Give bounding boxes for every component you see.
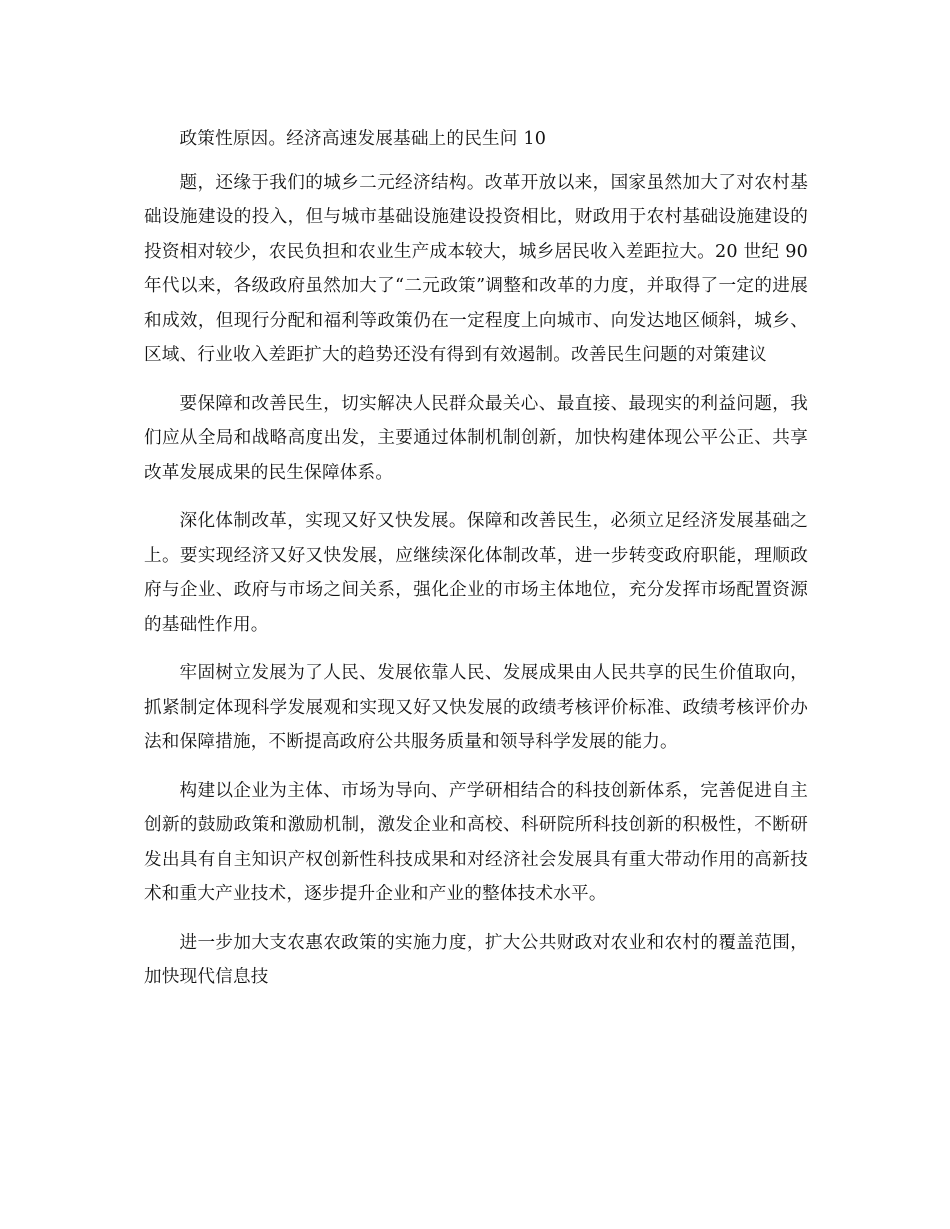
document-page xyxy=(144,122,808,1009)
paragraph-6: 构建以企业为主体、市场为导向、产学研相结合的科技创新体系，完善促进自主创新的鼓励政策和激励机制，激发企业和高校、科研院所科技创新的积极性，不断研发出具有自主知识产权创新性科技成果和对经济社会发展具有重大带动作用的高新技术和重大产业技术，逐步提升企业和产业的整体技术水平。 xyxy=(144,780,808,904)
paragraph-7: 进一步加大支农惠农政策的实施力度，扩大公共财政对农业和农村的覆盖范围，加快现代信息技 xyxy=(144,932,808,987)
paragraph-4: 深化体制改革，实现又好又快发展。保障和改善民生，必须立足经济发展基础之上。要实现经济又好又快发展，应继续深化体制改革，进一步转变政府职能，理顺政府与企业、政府与市场之间关系，强化企业的市场主体地位，充分发挥市场配置资源的基础性作用。 xyxy=(144,511,808,635)
paragraph-1: 政策性原因。经济高速发展基础上的民生问 10 xyxy=(179,129,547,149)
paragraph-3: 要保障和改善民生，切实解决人民群众最关心、最直接、最现实的利益问题，我们应从全局和战略高度出发，主要通过体制机制创新，加快构建体现公平公正、共享改革发展成果的民生保障体系。 xyxy=(144,393,808,483)
paragraph-5: 牢固树立发展为了人民、发展依靠人民、发展成果由人民共享的民生价值取向，抓紧制定体现科学发展观和实现又好又快发展的政绩考核评价标准、政绩考核评价办法和保障措施，不断提高政府公共服务质量和领导科学发展的能力。 xyxy=(144,663,808,752)
paragraph-2: 题，还缘于我们的城乡二元经济结构。改革开放以来，国家虽然加大了对农村基础设施建设的投入，但与城市基础设施建设投资相比，财政用于农村基础设施建设的投资相对较少，农民负担和农业生产成本较大，城乡居民收入差距拉大。20 世纪 90 年代以来，各级政府虽然加大了“二元政策”调整和改革的力度，并取得了一定的进展和成效，但现行分配和福利等政策仍在一定程度上向城市、向发达地区倾斜，城乡、区域、行业收入差距扩大的趋势还没有得到有效遏制。改善民生问题的对策建议 xyxy=(144,172,808,365)
